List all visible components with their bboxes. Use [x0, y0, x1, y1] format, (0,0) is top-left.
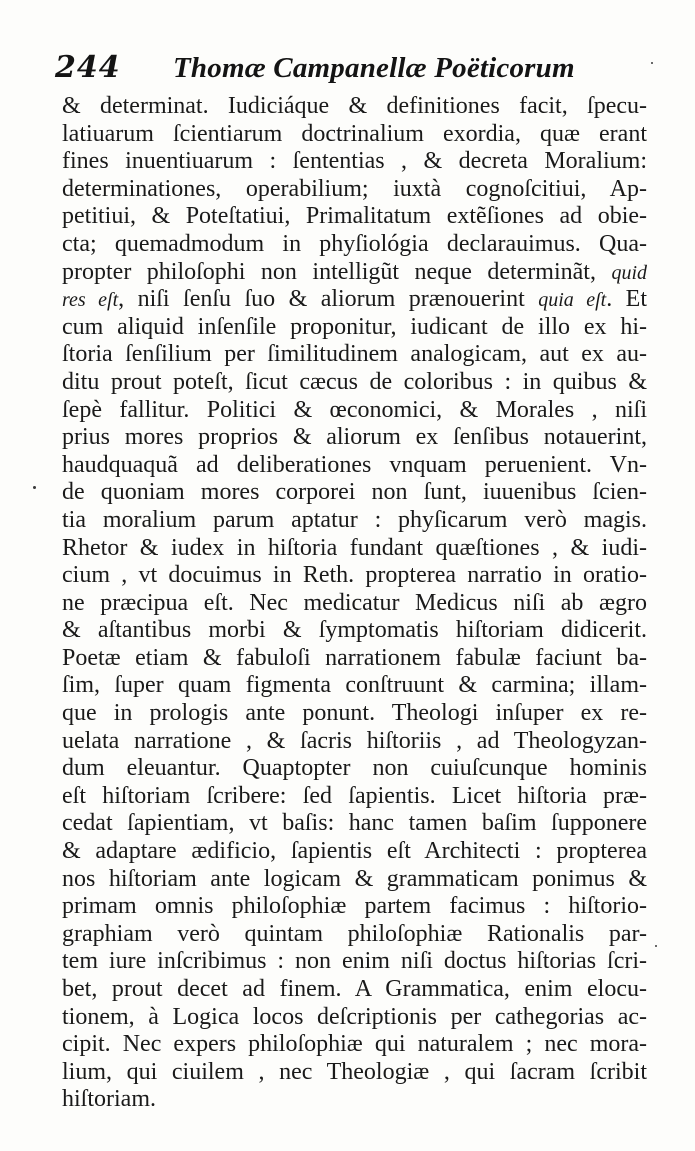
text-line: [62, 286, 647, 314]
italic-segment: quid: [611, 261, 647, 284]
text-line: [62, 672, 647, 700]
text-segment: graphiam verò quintam philoſophiæ Rationalis par-: [62, 920, 647, 947]
text-line: [62, 1086, 647, 1114]
text-segment: primam omnis philoſophiæ partem facimus : hiſtorio-: [62, 893, 647, 920]
text-line: [62, 93, 647, 121]
text-line: [62, 507, 647, 535]
text-segment: petitiui, & Poteſtatiui, Primalitatum extẽſiones ad obie-: [62, 203, 647, 230]
ink-speck: [655, 945, 657, 947]
text-segment: bet, prout decet ad finem. A Grammatica, enim elocu-: [62, 976, 647, 1002]
text-segment: cium , vt docuimus in Reth. propterea narratio in oratio-: [62, 562, 647, 589]
text-segment: ditu prout poteſt, ſicut cæcus de coloribus : in quibus &: [62, 368, 647, 395]
text-line: [62, 810, 647, 838]
text-segment: propter philoſophi non intelligũt neque determinãt,: [62, 258, 612, 285]
body-text: [62, 93, 647, 1114]
text-line: [62, 1059, 647, 1087]
page-number: 244: [55, 50, 121, 85]
text-line: [62, 397, 647, 425]
page-header: [55, 46, 655, 86]
text-line: [62, 176, 647, 204]
text-line: [62, 755, 647, 783]
text-line: [62, 976, 647, 1004]
text-segment: hiſtoriam.: [62, 1086, 156, 1113]
text-segment: fines inuentiuarum : ſententias , & decreta Moralium:: [62, 148, 647, 175]
text-segment: ne præcipua eſt. Nec medicatur Medicus niſi ab ægro: [62, 589, 647, 616]
text-segment: . Et: [606, 286, 647, 313]
text-segment: cedat ſapientiam, vt baſis: hanc tamen baſim ſupponere: [62, 810, 647, 837]
italic-segment: res eſt: [62, 289, 119, 312]
text-segment: determinationes, operabilium; iuxtà cognoſcitiui, Ap-: [62, 175, 647, 202]
text-segment: & aſtantibus morbi & ſymptomatis hiſtoriam didicerit.: [62, 617, 647, 644]
text-line: [62, 479, 647, 507]
text-segment: ſim, ſuper quam figmenta conſtruunt & carmina; illam-: [62, 672, 647, 699]
text-segment: prius mores proprios & aliorum ex ſenſibus notauerint,: [62, 424, 647, 451]
text-line: [62, 948, 647, 976]
text-segment: cipit. Nec expers philoſophiæ qui naturalem ; nec mora-: [62, 1031, 647, 1058]
text-segment: & adaptare ædificio, ſapientis eſt Architecti : propterea: [62, 838, 647, 865]
text-segment: lium, qui ciuilem , nec Theologiæ , qui ſacram ſcribit: [62, 1058, 647, 1085]
text-line: [62, 783, 647, 811]
text-line: [62, 341, 647, 369]
text-line: [62, 645, 647, 673]
text-line: [62, 893, 647, 921]
text-line: [62, 1004, 647, 1032]
text-segment: que in prologis ante ponunt. Theologi inſuper ex re-: [62, 700, 647, 727]
italic-segment: quia eſt: [538, 289, 607, 312]
text-segment: Poetæ etiam & fabuloſi narrationem fabulæ faciunt ba-: [62, 644, 647, 671]
text-segment: de quoniam mores corporei non ſunt, iuuenibus ſcien-: [62, 479, 647, 506]
text-line: [62, 424, 647, 452]
text-segment: tem iure inſcribimus : non enim niſi doctus hiſtorias ſcri-: [62, 948, 647, 975]
text-line: [62, 562, 647, 590]
text-segment: tia moralium parum aptatur : phyſicarum verò magis.: [62, 506, 647, 533]
text-line: [62, 148, 647, 176]
text-segment: cta; quemadmodum in phyſiológia declarauimus. Qua-: [62, 230, 647, 257]
text-line: [62, 314, 647, 342]
text-line: [62, 921, 647, 949]
text-line: [62, 838, 647, 866]
text-segment: uelata narratione , & ſacris hiſtoriis , ad Theologyzan-: [62, 727, 647, 754]
text-line: [62, 369, 647, 397]
text-segment: Rhetor & iudex in hiſtoria fundant quæſtiones , & iudi-: [62, 534, 647, 561]
running-title: Thomæ Campanellæ Poëticorum: [173, 52, 575, 84]
text-segment: & determinat. Iudiciáque & definitiones facit, ſpecu-: [62, 93, 647, 119]
text-segment: dum eleuantur. Quaptopter non cuiuſcunque hominis: [62, 755, 647, 782]
text-segment: nos hiſtoriam ante logicam & grammaticam ponimus &: [62, 865, 647, 892]
text-segment: , niſi ſenſu ſuo & aliorum prænouerint: [118, 286, 539, 313]
text-segment: cum aliquid inſenſile proponitur, iudicant de illo ex hi-: [62, 313, 647, 340]
text-line: [62, 203, 647, 231]
text-line: [62, 590, 647, 618]
text-line: [62, 259, 647, 287]
text-line: [62, 121, 647, 149]
text-segment: ſepè fallitur. Politici & œconomici, & Morales , niſi: [62, 396, 647, 423]
text-line: [62, 452, 647, 480]
text-line: [62, 700, 647, 728]
text-line: [62, 617, 647, 645]
text-segment: haudquaquã ad deliberationes vnquam peruenient. Vn-: [62, 451, 647, 478]
text-segment: eſt hiſtoriam ſcribere: ſed ſapientis. Licet hiſtoria præ-: [62, 782, 647, 809]
ink-speck: [651, 62, 653, 64]
text-line: [62, 231, 647, 259]
text-line: [62, 535, 647, 563]
text-line: [62, 866, 647, 894]
ink-speck: [33, 486, 36, 489]
text-segment: ſtoria ſenſilium per ſimilitudinem analogicam, aut ex au-: [62, 341, 647, 368]
text-line: [62, 1031, 647, 1059]
text-segment: latiuarum ſcientiarum doctrinalium exordia, quæ erant: [62, 120, 647, 147]
text-segment: tionem, à Logica locos deſcriptionis per cathegorias ac-: [62, 1003, 647, 1030]
text-line: [62, 728, 647, 756]
